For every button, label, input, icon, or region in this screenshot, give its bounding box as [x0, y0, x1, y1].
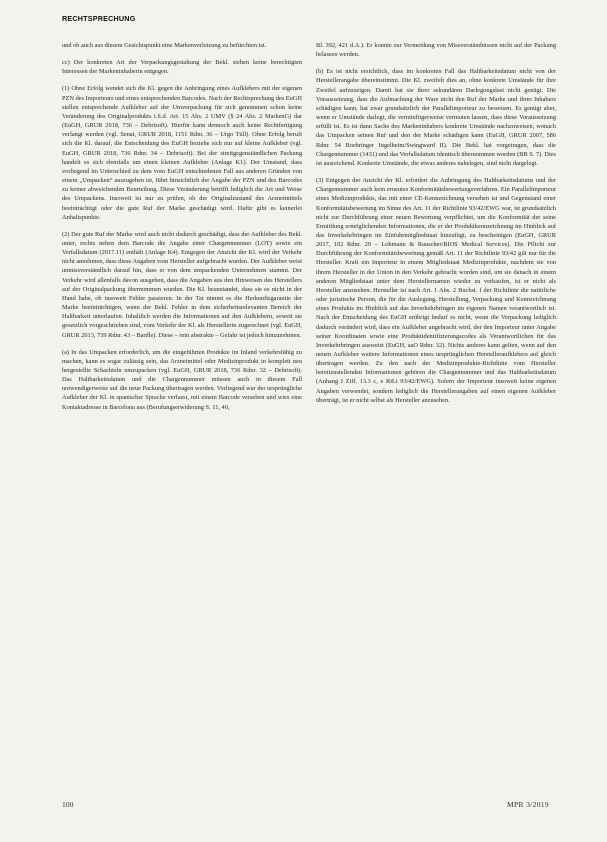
right-column: [316, 41, 556, 405]
paragraph: (1) Ohne Erfolg wendet sich die Kl. gegen die Anbringung eines Aufklebers mit der eigenen PZN des Importeurs und eines entsprechenden Barcodes. Nach der Rechtsprechung des EuGH stellen entsprechende Aufkleber auf der Umverpackung für sich genommen schon keine Veränderung des Originalprodukts i.S.d. Art. 15 Abs. 2 UMV (§ 24 Abs. 2 MarkenG) dar (EuGH, GRUR 2018, 736 – Debrisoft). Hierfür kann dennoch auch keine Rechtfertigung verlangt werden (vgl. Senat, GRUR 2018, 1151 Rdnr. 36 – Urgo Tüll). Ohne Erfolg beruft sich die Kl. darauf, die Entscheidung des EuGH beziehe sich nur auf kleine Aufkleber (vgl. EuGH, GRUR 2018, 736 Rdnr. 34 – Debrisoft). Bei der streitgegenständlichen Packung handelt es sich ebenfalls um einen kleinen Aufkleber (Anlage K1). Der Umstand, dass vorliegend im Unterschied zu dem vom EuGH entschiedenen Fall aus anderen Gründen von einem „Umpacken“ auszugehen ist, führt hinsichtlich der Angabe der PZN und des Barcodes zu keiner abweichenden Beurteilung. Diese Veränderung betrifft lediglich die Art und Weise des Umpackens. Insoweit ist nur zu prüfen, ob der Originalzustand des Arzneimittels beeinträchtigt oder die gute Ruf der Marke geschädigt wird. Dafür gibt es keinerlei Anhaltspunkte.: [62, 85, 302, 221]
paragraph: (3) Entgegen der Ansicht der Kl. erfordert die Anbringung des Haltbarkeitsdatums und der Chargennummer auch kein erneutes Konformitätsbewertungsverfahren. Ein Parallelimporteur eines Medizinprodukts, das mit einer CE-Kennzeichnung versehen ist und Gegenstand einer Konformitätsbewertung im Sinne des Art. 11 der Richtlinie 93/42/EWG war, ist grundsätzlich nicht zur Durchführung einer neuen Bewertung verpflichtet, um die Konformität der seine Ermittlung ermöglichenden Informationen, die er der Produktkennzeichnung im Hinblick auf das Inverkehrbringen im Einfuhrmitgliedstaat hinzufügt, zu bescheinigen (EuGH, GRUR 2017, 102 Rdnr. 29 – Lohmann & Rauscher/BIOS Medical Services). Die Pflicht zur Durchführung der Konformitätsbewertung gemäß Art. 11 der Richtlinie 93/42 gilt nur für die Hersteller. Kraft ein Importeur in einem Mitgliedstaat Medizinprodukte, nachdem sie von ihrem Hersteller in der Union in den Verkehr gebracht worden sind, um sie danach in einem anderen Mitgliedstaat unter dem Herstellernamen wieder zu verkaufen, ist er nicht als Hersteller anzusehen. Hersteller ist nach Art. 1 Abs. 2 Buchst. f der Richtlinie die natürliche oder juristische Person, die für die Auslegung, Herstellung, Verpackung und Kennzeichnung eines Produkts im Hinblick auf das Inverkehrbringen im eigenen Namen verantwortlich ist. Nach der Entscheidung des EuGH erübrigt bedarf es nicht, wenn die Verpackung lediglich dadurch verändert wird, dass ein Aufkleber angebracht wird, der den Importeur unter Angabe seiner Koordinaten sowie eine Produktidentifizierungscodes als Verantwortlichen für das Inverkehrbringen ausweist (EuGH, aaO Rdnr. 32). Nichts anderes kann gelten, wenn auf den neuen Aufkleber weitere Informationen eines ursprünglichen Herstelleraufklebers auf gleich übertragen werden. Zu den nach der Medizinprodukte-Richtlinie vom Hersteller bereitzustellenden Informationen gehören die Chargennummer und das Haltbarkeitsdatum (Anhang I Ziff. 13.3 c, e RiLi 93/42/EWG). Sofern der Importeur insoweit keine eigenen Angaben verwendet, sondern lediglich die Herstellerangaben auf einen eigenen Aufkleber überträgt, ist er nicht selbst als Hersteller anzusehen.: [316, 177, 556, 404]
page-number: 100: [62, 800, 74, 809]
paragraph: (a) In das Umpacken erforderlich, um die eingeführten Produkte im Inland verkehrsfähig zu machen, kann es sogar zulässig sein, das Arzneimittel oder Medizinprodukt in komplett neu hergestellte Schachteln umzupacken (vgl. EuGH, GRUR 2018, 736 Rdnr. 32 – Debrisoft). Das Haltbarkeitsdatum und die Chargennummer müssen auch in diesem Fall notwendigerweise auf die neue Packung übertragen werden. Vorliegend war der ursprüngliche Aufkleber der Kl. in spanischer Sprache verfasst, mit einem Barcode versehen und wies eine Kontaktadresse in Barcelona aus (Berufungserwiderung S. 11, 40,: [62, 348, 302, 411]
paragraph: Bl. 392, 421 d.A.). Er konnte zur Vermeidung von Missverständnissen nicht auf der Packung belassen werden.: [316, 42, 556, 59]
paragraph: (b) Es ist nicht ersichtlich, dass im konkreten Fall das Haltbarkeitsdatum nicht von der Herstellerangabe übereinstimmt. Die Kl. zweifelt dies an, ohne konkrete Umstände für ihre Zweifel aufzuzeigen. Damit hat sie ihrer sekundären Darlegungslast nicht genügt. Die Voraussetzung, dass die Aufmachung der Ware nicht den Ruf der Marke und ihres Inhabers schädigen kann, hat zwar grundsätzlich der Parallelimporteur zu beweisen. Es genügt aber, wenn er Umstände darlegt, die vernünftigerweise vermuten lassen, dass diese Voraussetzung erfüllt ist. Es ist dann Sache des Markeninhabers konkrete Umstände nachzuweisen, wonach das Umpacken seinen Ruf und den der Marke schädigen kann (EuGH, GRUR 2007, 586 Rdnr. 54 Boehringer Ingelheim/Swingward II). Die Bekl. hat vorgetragen, dass die Chargennummer (1431) und das Verfallsdatum identisch übernommen worden (BB S. 7). Dies ist ausreichend. Konkrete Umstände, die etwas anderes nahelegen, sind nicht dargelegt.: [316, 68, 556, 167]
paragraph: cc) Der konkreten Art der Verpackungsgestaltung der Bekl. stehen keine berechtigten Interessen der Markeninhaberin entgegen.: [62, 59, 302, 76]
journal-issue: MPR 3/2019: [506, 800, 549, 809]
left-column: [62, 41, 302, 412]
paragraph: und ob auch aus diesem Gesichtspunkt eine Markenverletzung zu befürchten ist.: [62, 42, 267, 49]
section-header: RECHTSPRECHUNG: [62, 14, 136, 23]
paragraph: (2) Der gute Ruf der Marke wird auch nicht dadurch geschädigt, dass der Aufkleber des Bekl. unter, rechts neben dem Barcode die Angabe einer Chargennummer (LOT) sowie ein Verfallsdatum (2017.11) enthält (Anlage K4). Entgegen der Ansicht der Kl. wird der Verkehr nicht annehmen, dass diese Angaben vom Hersteller aufgebracht wurden. Der Aufkleber weist unmissverständlich darauf hin, dass er von dem umpackenden Unternehmen stammt. Der Verkehr wird allenfalls davon ausgehen, dass die Angaben aus den Hinweisen des Herstellers auf der Originalpackung übernommen wurden. Die Kl. beanstandet, dass sie es nicht in der Hand habe, ob insoweit Fehler passieren. In der Tat nimmt es die Herkunftsgarantie der Marke beeinträchtigen, wenn der Bekl. Fehler in dem sicherheitsrelevanten Bereich der Haltbarkeit unterlaufen. Inhaltlich werden die Informationen auf den Aufklebern, soweit sie gesetzlich vorgeschrieben sind, vom Verkehr der Kl. als Herstellerin zugerechnet (vgl. EuGH, GRUR 2013, 739 Rdnr. 43 – Bardle). Diese – rein abstrakte – Gefahr ist jedoch hinzunehmen.: [62, 230, 302, 339]
